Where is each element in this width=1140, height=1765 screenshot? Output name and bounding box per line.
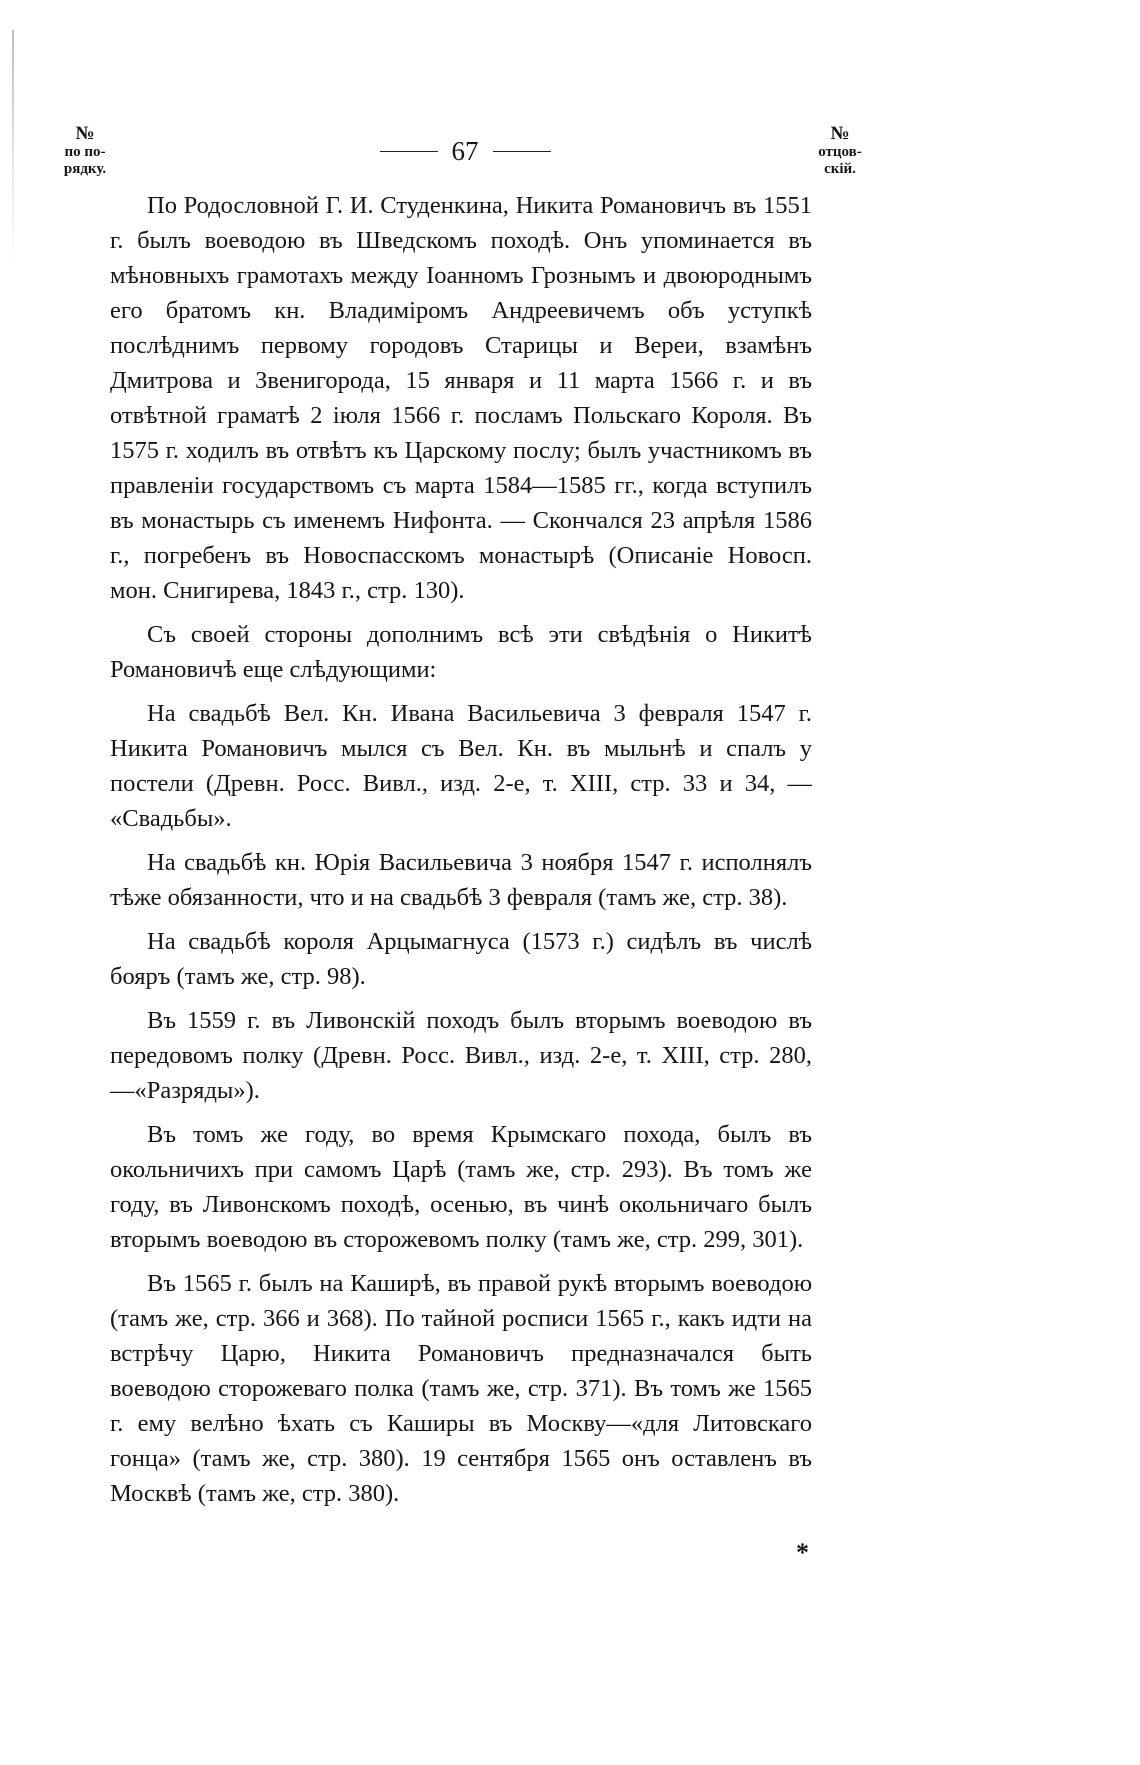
paragraph-svadba-ivana: На свадьбѣ Вел. Кн. Ивана Васильевича 3 февраля 1547 г. Никита Романовичъ мылся съ Вел. Кн. въ мыльнѣ и спалъ у постели (Древн. Росс. Вивл., изд. 2-е, т. XIII, стр. 33 и 34, — «Свадьбы». <box>110 700 812 832</box>
right-margin-line-2: скій. <box>824 161 856 177</box>
right-margin-line-1: отцов- <box>818 144 862 160</box>
scan-edge-shadow <box>12 30 14 270</box>
paragraph-dopolnim: Съ своей стороны дополнимъ всѣ эти свѣдѣнія о Никитѣ Романовичѣ еще слѣдующими: <box>110 621 812 683</box>
left-margin-label <box>40 124 130 178</box>
right-margin-label <box>790 124 890 178</box>
running-head-rule-right <box>493 151 551 152</box>
paragraph-1559: Въ 1559 г. въ Ливонскій походъ былъ вторымъ воеводою въ передовомъ полку (Древн. Росс. Вивл., изд. 2-е, т. XIII, стр. 280,—«Разряды»). <box>110 1007 812 1104</box>
page-number: 67 <box>451 136 479 166</box>
left-margin-line-1: по по- <box>64 144 106 160</box>
right-margin-number-sign: № <box>830 123 850 144</box>
paragraph-svadba-arcymagnusa: На свадьбѣ короля Арцымагнуса (1573 г.) сидѣлъ въ числѣ бояръ (тамъ же, стр. 98). <box>110 928 812 990</box>
left-margin-line-2: рядку. <box>63 161 107 177</box>
body-text <box>110 188 812 1520</box>
paragraph-1565: Въ 1565 г. былъ на Каширѣ, въ правой рукѣ вторымъ воеводою (тамъ же, стр. 366 и 368). По тайной росписи 1565 г., какъ идти на встрѣчу Царю, Никита Романовичъ предназначался быть воеводою сторожеваго полка (тамъ же, стр. 371). Въ томъ же 1565 г. ему велѣно ѣхать съ Каширы въ Москву—«для Литовскаго гонца» (тамъ же, стр. 380). 19 сентября 1565 онъ оставленъ въ Москвѣ (тамъ же, стр. 380). <box>110 1270 812 1507</box>
paragraph-krymskiy-pokhod: Въ томъ же году, во время Крымскаго похода, былъ въ окольничихъ при самомъ Царѣ (тамъ же, стр. 293). Въ томъ же году, въ Ливонскомъ походѣ, осенью, въ чинѣ окольничаго былъ вторымъ воеводою въ сторожевомъ полку (тамъ же, стр. 299, 301). <box>110 1121 812 1253</box>
running-head <box>365 136 565 167</box>
footnote-asterisk: * <box>796 1538 809 1567</box>
paragraph-rodoslovnaya: По Родословной Г. И. Студенкина, Никита Романовичъ въ 1551 г. былъ воеводою въ Шведскомъ походѣ. Онъ упоминается въ мѣновныхъ грамотахъ между Іоанномъ Грознымъ и двоюроднымъ его братомъ кн. Владиміромъ Андреевичемъ объ уступкѣ послѣднимъ первому городовъ Старицы и Вереи, взамѣнъ Дмитрова и Звенигорода, 15 января и 11 марта 1566 г. и въ отвѣтной граматѣ 2 іюля 1566 г. посламъ Польскаго Короля. Въ 1575 г. ходилъ въ отвѣтъ къ Царскому послу; былъ участникомъ въ правленіи государствомъ съ марта 1584—1585 гг., когда вступилъ въ монастырь съ именемъ Нифонта. — Скончался 23 апрѣля 1586 г., погребенъ въ Новоспасскомъ монастырѣ (Описаніе Новосп. мон. Снигирева, 1843 г., стр. 130). <box>110 192 812 604</box>
paragraph-svadba-yuriya: На свадьбѣ кн. Юрія Васильевича 3 ноября 1547 г. исполнялъ тѣже обязанности, что и на свадьбѣ 3 февраля (тамъ же, стр. 38). <box>110 849 812 911</box>
left-margin-number-sign: № <box>75 123 95 144</box>
running-head-rule-left <box>380 151 438 152</box>
